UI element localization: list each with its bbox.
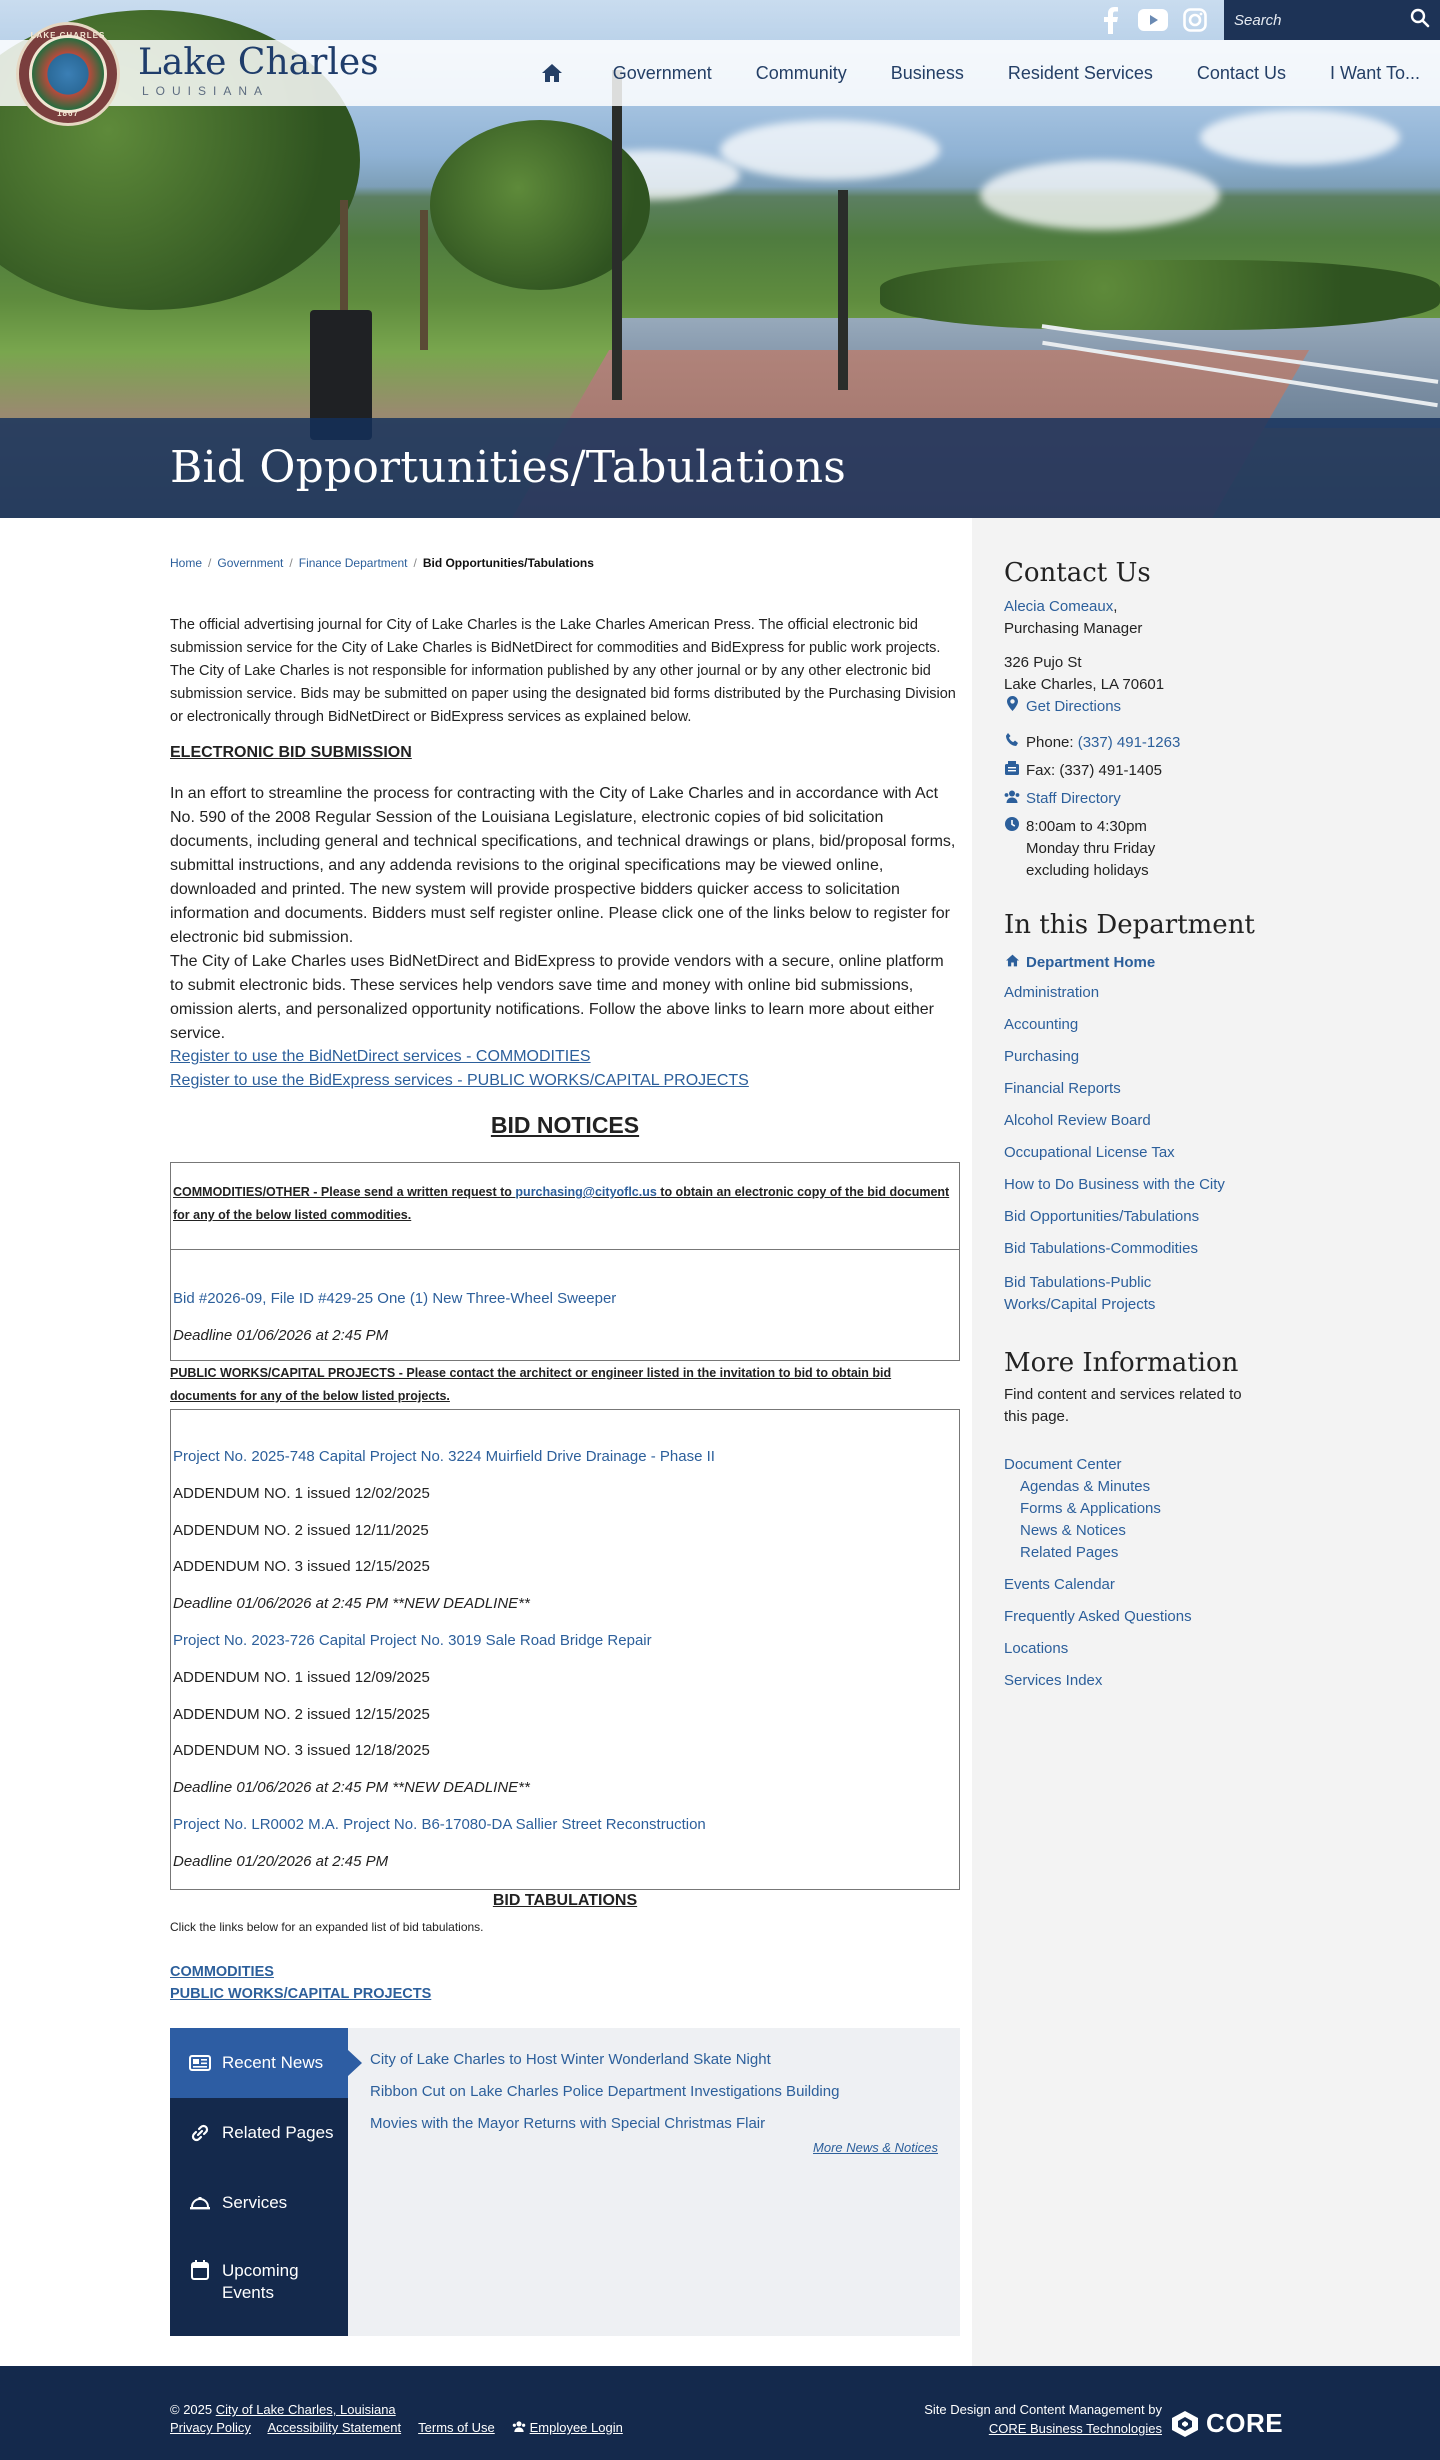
city-home-link[interactable]: City of Lake Charles, Louisiana <box>215 2402 396 2417</box>
commodities-list-box <box>170 1249 960 1361</box>
related-pages-link[interactable]: Related Pages <box>1020 1544 1119 1561</box>
footer-credit <box>924 2402 1162 2436</box>
breadcrumb-current: Bid Opportunities/Tabulations <box>422 556 594 570</box>
dept-link-line-2: Works/Capital Projects <box>1004 1296 1156 1313</box>
footer <box>0 2366 1440 2460</box>
breadcrumb-finance[interactable]: Finance Department <box>298 556 408 570</box>
phone-link[interactable]: (337) 491-1263 <box>1077 734 1181 751</box>
sidebar <box>972 518 1440 2366</box>
contact-phone <box>1004 732 1180 754</box>
tab-label: Services <box>222 2193 288 2212</box>
ebs-body <box>170 782 960 1046</box>
footer-copyright <box>170 2402 396 2417</box>
purchasing-email-link[interactable]: purchasing@cityoflc.us <box>515 1185 657 1199</box>
calendar-icon <box>188 2260 212 2280</box>
commodities-note-pre: COMMODITIES/OTHER - Please send a written request to <box>173 1185 516 1199</box>
ebs-paragraph-2: The City of Lake Charles uses BidNetDirect and BidExpress to provide vendors with a secure, online platform to submit electronic bids. These services help vendors save time and money with online bid submissions, omission alerts, and personalized opportunity notifications. Follow the above links to learn more about either service. <box>170 953 944 1042</box>
widget-tabs <box>170 2028 348 2336</box>
logo-name[interactable]: Lake Charles <box>138 42 379 83</box>
document-center-link[interactable]: Document Center <box>1004 1456 1122 1473</box>
commodities-note <box>173 1181 953 1227</box>
search-box[interactable] <box>1224 0 1440 40</box>
hero-lamppost <box>838 190 848 390</box>
department-home-link[interactable]: Department Home <box>1026 954 1156 971</box>
hero-treeline <box>880 260 1440 330</box>
ebs-heading: ELECTRONIC BID SUBMISSION <box>170 744 412 761</box>
addendum-item: ADDENDUM NO. 1 issued 12/09/2025 <box>173 1669 430 1686</box>
dept-link-accounting[interactable]: Accounting <box>1004 1016 1079 1033</box>
users-icon <box>512 2420 526 2435</box>
map-marker-icon <box>1004 696 1020 718</box>
addendum-item: ADDENDUM NO. 1 issued 12/02/2025 <box>173 1485 430 1502</box>
core-logo[interactable] <box>1170 2408 1283 2439</box>
facebook-icon[interactable] <box>1096 5 1126 35</box>
commodity-bid-link[interactable]: Bid #2026-09, File ID #429-25 One (1) New Three-Wheel Sweeper <box>173 1290 617 1307</box>
fax-icon <box>1004 760 1020 782</box>
active-tab-arrow <box>348 2050 362 2076</box>
hero-lamppost <box>612 70 622 400</box>
phone-icon <box>1004 732 1020 754</box>
department-home[interactable] <box>1004 952 1155 974</box>
contact-title: Contact Us <box>1004 558 1151 588</box>
contact-role: Purchasing Manager <box>1004 620 1143 637</box>
ebs-paragraph-1: In an effort to streamline the process for contracting with the City of Lake Charles and in accordance with Act No. 590 of the 2008 Regular Session of the Louisiana Legislature, electronic copies of bid solicitation documents, including general and technical specifications, and technical drawings or plans, bid/proposal forms, submittal instructions, and any addenda revisions to the original specifications may be viewed online, downloaded and printed. The new system will provide prospective bidders quicker access to solicitation information and documents. Bidders must self register online. Please click one of the links below to register for electronic bid submission. <box>170 785 956 946</box>
dept-link-financial-reports[interactable]: Financial Reports <box>1004 1080 1121 1097</box>
addendum-item: ADDENDUM NO. 3 issued 12/15/2025 <box>173 1558 430 1575</box>
project-deadline: Deadline 01/06/2026 at 2:45 PM **NEW DEADLINE** <box>173 1595 530 1612</box>
addendum-item: ADDENDUM NO. 2 issued 12/15/2025 <box>173 1706 430 1723</box>
nav-community[interactable]: Community <box>755 62 847 83</box>
more-info-desc-1: Find content and services related to <box>1004 1386 1242 1403</box>
services-index-link[interactable]: Services Index <box>1004 1672 1103 1689</box>
users-icon <box>1004 788 1020 810</box>
tab-label: Recent News <box>222 2053 324 2072</box>
news-item-link[interactable]: City of Lake Charles to Host Winter Wonderland Skate Night <box>370 2051 771 2068</box>
locations-link[interactable]: Locations <box>1004 1640 1069 1657</box>
tab-label: Related Pages <box>222 2123 334 2142</box>
staff-directory-link[interactable]: Staff Directory <box>1026 790 1121 807</box>
newspaper-icon <box>188 2055 212 2071</box>
register-bidexpress-link[interactable]: Register to use the BidExpress services - PUBLIC WORKS/CAPITAL PROJECTS <box>170 1072 749 1089</box>
project-link[interactable]: Project No. 2025-748 Capital Project No. 3224 Muirfield Drive Drainage - Phase II <box>173 1448 715 1465</box>
dept-link-purchasing[interactable]: Purchasing <box>1004 1048 1080 1065</box>
commodities-note-box <box>170 1162 960 1250</box>
youtube-icon[interactable] <box>1138 5 1168 35</box>
hero-cloud <box>1200 110 1400 165</box>
fax-text: Fax: (337) 491-1405 <box>1026 762 1162 779</box>
terms-of-use-link[interactable]: Terms of Use <box>418 2420 495 2435</box>
contact-fax <box>1004 760 1162 782</box>
tab-label: Upcoming Events <box>222 2261 299 2302</box>
core-business-link[interactable]: CORE Business Technologies <box>988 2421 1162 2436</box>
dept-link-bid-opportunities[interactable]: Bid Opportunities/Tabulations <box>1004 1208 1200 1225</box>
home-icon[interactable] <box>513 63 591 83</box>
tab-services[interactable] <box>170 2168 348 2238</box>
nav-business[interactable]: Business <box>890 62 964 83</box>
dept-link-how-to-do-business[interactable]: How to Do Business with the City <box>1004 1176 1225 1193</box>
page-title: Bid Opportunities/Tabulations <box>170 442 847 493</box>
intro-paragraph: The official advertising journal for City of Lake Charles is the Lake Charles American Press. The official electronic bid submission service for the City of Lake Charles is BidNetDirect for commodities and BidExpress for public work projects. The City of Lake Charles is not responsible for information published by any other journal or by any other electronic bid submission service. Bids may be submitted on paper using the designated bid forms distributed by the Purchasing Division or electronically through BidNetDirect or BidExpress services as explained below. <box>170 617 956 725</box>
tab-related-pages[interactable] <box>170 2098 348 2168</box>
get-directions-link[interactable]: Get Directions <box>1026 698 1122 715</box>
hero-cloud <box>980 160 1220 230</box>
project-deadline: Deadline 01/20/2026 at 2:45 PM <box>173 1853 389 1870</box>
dept-link-bid-tabulations-public-works[interactable] <box>1004 1272 1155 1316</box>
main-nav <box>513 40 1440 106</box>
bid-tabulations-note: Click the links below for an expanded list of bid tabulations. <box>170 1920 484 1934</box>
tab-recent-news[interactable] <box>170 2028 348 2098</box>
addendum-item: ADDENDUM NO. 3 issued 12/18/2025 <box>173 1742 430 1759</box>
employee-login-link[interactable]: Employee Login <box>529 2420 623 2435</box>
social-links <box>1096 5 1224 35</box>
seal-year: 1867 <box>57 109 79 118</box>
contact-address-2: Lake Charles, LA 70601 <box>1004 676 1165 693</box>
news-notices-link[interactable]: News & Notices <box>1020 1522 1126 1539</box>
dept-link-bid-tabulations-commodities[interactable]: Bid Tabulations-Commodities <box>1004 1240 1198 1257</box>
office-hours <box>1004 816 1155 882</box>
core-logo-icon <box>1170 2410 1200 2438</box>
dept-link-occupational-license-tax[interactable]: Occupational License Tax <box>1004 1144 1175 1161</box>
addendum-item: ADDENDUM NO. 2 issued 12/11/2025 <box>173 1522 429 1539</box>
hours-line-2: Monday thru Friday <box>1026 840 1156 857</box>
hero-cloud <box>720 120 940 180</box>
link-icon <box>188 2123 212 2143</box>
contact-address-1: 326 Pujo St <box>1004 654 1082 671</box>
search-icon[interactable] <box>1410 8 1430 33</box>
agendas-minutes-link[interactable]: Agendas & Minutes <box>1020 1478 1151 1495</box>
breadcrumb-home[interactable]: Home <box>170 556 203 570</box>
tabulations-commodities-link[interactable]: COMMODITIES <box>170 1964 274 1980</box>
register-bidnetdirect-link[interactable]: Register to use the BidNetDirect services - COMMODITIES <box>170 1048 591 1065</box>
project-link[interactable]: Project No. 2023-726 Capital Project No. 3019 Sale Road Bridge Repair <box>173 1632 652 1649</box>
breadcrumb-government[interactable]: Government <box>217 556 284 570</box>
dept-link-line-1: Bid Tabulations-Public <box>1004 1274 1152 1291</box>
department-title: In this Department <box>1004 910 1255 940</box>
search-input[interactable]: Search <box>1234 11 1282 29</box>
faq-link[interactable]: Frequently Asked Questions <box>1004 1608 1192 1625</box>
nav-i-want-to[interactable]: I Want To... <box>1329 62 1420 83</box>
city-seal-logo[interactable] <box>16 22 120 126</box>
seal-text: LAKE CHARLES <box>30 31 106 40</box>
copyright-text: © 2025 <box>170 2402 216 2417</box>
accessibility-link[interactable]: Accessibility Statement <box>267 2420 402 2435</box>
hero-palm <box>420 210 428 350</box>
news-widget <box>170 2028 960 2336</box>
staff-directory[interactable] <box>1004 788 1121 810</box>
nav-resident-services[interactable]: Resident Services <box>1007 62 1153 83</box>
privacy-policy-link[interactable]: Privacy Policy <box>170 2420 251 2435</box>
news-item-link[interactable]: Ribbon Cut on Lake Charles Police Department Investigations Building <box>370 2083 840 2100</box>
core-logo-text: CORE <box>1206 2408 1284 2438</box>
tabulations-public-works-link[interactable]: PUBLIC WORKS/CAPITAL PROJECTS <box>170 1986 432 2002</box>
footer-links <box>170 2420 623 2435</box>
projects-box <box>170 1409 960 1890</box>
more-info-desc-2: this page. <box>1004 1408 1070 1425</box>
contact-person: Alecia Comeaux, <box>1004 598 1118 615</box>
nav-government[interactable]: Government <box>612 62 712 83</box>
more-info-title: More Information <box>1004 1348 1239 1378</box>
bid-notices-heading: BID NOTICES <box>490 1112 640 1138</box>
hours-line-3: excluding holidays <box>1026 862 1149 879</box>
hours-line-1: 8:00am to 4:30pm <box>1026 818 1147 835</box>
tab-upcoming-events[interactable] <box>170 2238 348 2328</box>
dept-link-administration[interactable]: Administration <box>1004 984 1100 1001</box>
more-news-link[interactable]: More News & Notices <box>813 2140 938 2155</box>
home-icon <box>1004 952 1020 974</box>
project-deadline: Deadline 01/06/2026 at 2:45 PM **NEW DEADLINE** <box>173 1779 530 1796</box>
get-directions[interactable] <box>1004 696 1121 718</box>
seal-emblem <box>29 35 107 113</box>
public-works-note: PUBLIC WORKS/CAPITAL PROJECTS - Please contact the architect or engineer listed in the invitation to bid to obtain bid documents for any of the below listed projects. <box>170 1366 892 1403</box>
breadcrumb: Home / Government / Finance Department / Bid Opportunities/Tabulations <box>170 556 594 570</box>
utility-bar <box>1096 0 1440 40</box>
events-calendar-link[interactable]: Events Calendar <box>1004 1576 1115 1593</box>
commodities-note-post: to obtain an electronic copy of the bid document for any of the below listed commodities. <box>173 1185 950 1222</box>
credit-text: Site Design and Content Management by <box>924 2402 1162 2417</box>
logo-state: LOUISIANA <box>142 84 270 98</box>
forms-applications-link[interactable]: Forms & Applications <box>1020 1500 1161 1517</box>
service-bell-icon <box>188 2195 212 2211</box>
commodity-deadline: Deadline 01/06/2026 at 2:45 PM <box>173 1327 389 1344</box>
nav-contact-us[interactable]: Contact Us <box>1196 62 1286 83</box>
news-item-link[interactable]: Movies with the Mayor Returns with Special Christmas Flair <box>370 2115 766 2132</box>
instagram-icon[interactable] <box>1180 5 1210 35</box>
clock-icon <box>1004 816 1020 838</box>
bid-tabulations-heading: BID TABULATIONS <box>492 1892 638 1909</box>
dept-link-alcohol-review-board[interactable]: Alcohol Review Board <box>1004 1112 1151 1129</box>
contact-name-link[interactable]: Alecia Comeaux <box>1004 598 1114 615</box>
phone-label: Phone: <box>1026 734 1078 751</box>
project-link[interactable]: Project No. LR0002 M.A. Project No. B6-17080-DA Sallier Street Reconstruction <box>173 1816 706 1833</box>
